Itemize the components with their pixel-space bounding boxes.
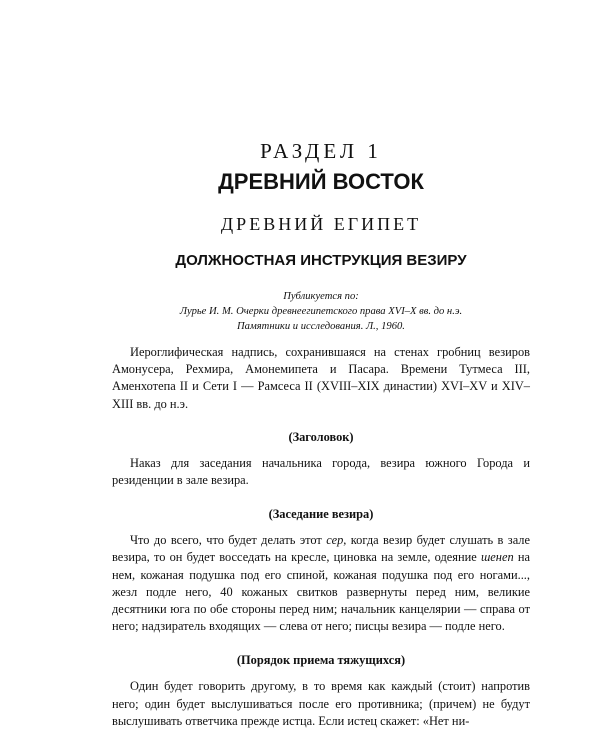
source-line: Памятники и исследования. Л., 1960. <box>237 321 405 332</box>
source-citation <box>112 289 530 334</box>
paragraph-reception: Один будет говорить другому, в то время как каждый (стоит) напротив него; один будет выслушиваться после его противника; (причем) не будут выслушивать ответчика прежде истца. Если истец скажет: «Нет ни- <box>112 679 530 728</box>
italic-term: шенеп <box>480 550 514 565</box>
text-run: на нем, кожаная подушка под его спиной, кожаная подушка под его ногами..., жезл подле него, 40 кожаных свитков развернуты перед ним, великие десятники юга по обе стороны перед ним; начальник канцелярии — справа от него; надзиратель входящих — слева от него; писцы везира — подле него. <box>112 550 530 634</box>
section-number: РАЗДЕЛ 1 <box>260 139 382 163</box>
source-line: Публикуется по: <box>283 291 359 302</box>
source-line: Лурье И. М. Очерки древнеегипетского права XVI–X вв. до н.э. <box>179 306 463 317</box>
text-run: , когда везир будет слушать в зале везира, то он будет восседать на кресле, циновка на земле, одеяние <box>112 533 530 565</box>
text-run: Что до всего, что будет делать этот <box>130 533 327 548</box>
section-heading-reception: (Порядок приема тяжущихся) <box>236 653 406 668</box>
subsection-title: ДРЕВНИЙ ЕГИПЕТ <box>220 214 422 234</box>
paragraph-session <box>112 532 530 635</box>
section-heading-session: (Заседание везира) <box>268 507 374 522</box>
intro-paragraph: Иероглифическая надпись, сохранившаяся на стенах гробниц везиров Амонусера, Рехмира, Амонемипета и Пасара. Времени Тутмеса III, Аменхотепа II и Сети I — Рамсеса II (XVIII–XIX династии) XVI–XV и XIV–XIII вв. до н.э. <box>112 345 530 411</box>
section-title: ДРЕВНИЙ ВОСТОК <box>218 169 424 194</box>
italic-term: сер <box>326 533 344 548</box>
document-title: ДОЛЖНОСТНАЯ ИНСТРУКЦИЯ ВЕЗИРУ <box>175 252 467 269</box>
section-heading-title: (Заголовок) <box>288 429 354 444</box>
book-page <box>112 138 530 730</box>
paragraph-title-order: Наказ для заседания начальника города, везира южного Города и резиденции в зале везира. <box>112 455 530 488</box>
